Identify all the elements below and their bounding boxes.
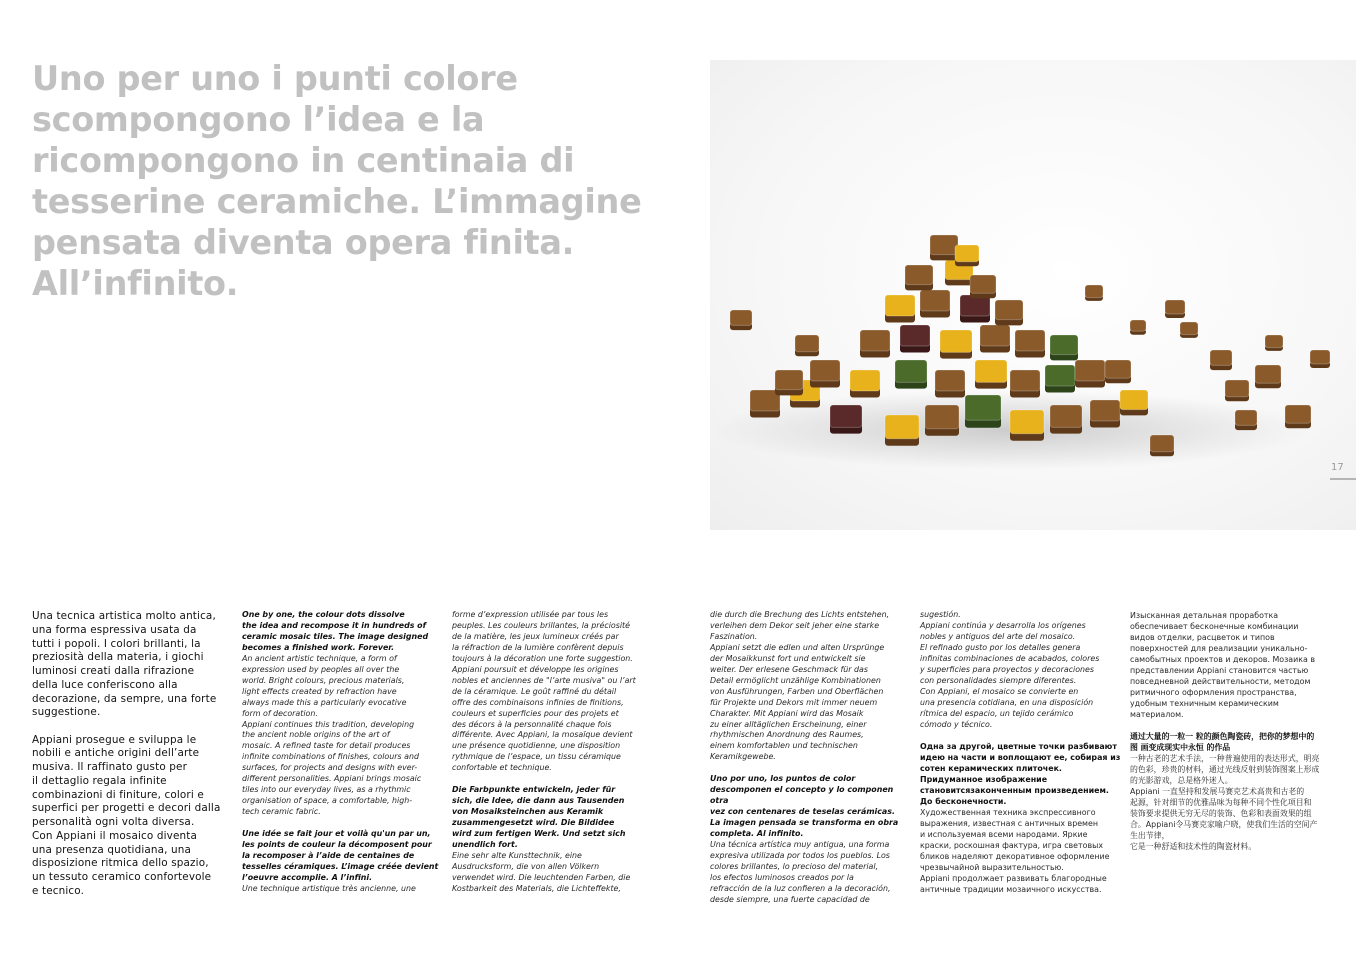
tile-top [905,265,933,285]
tile-top [885,415,919,439]
tile-top [1090,400,1120,421]
tile-top [850,370,880,391]
tile-top [920,290,950,311]
tile-top [1075,360,1105,381]
tile-top [965,395,1001,420]
tile-top [1150,435,1174,452]
french-title: Une idée se fait jour et voilà qu'un par un, les points de couleur la décomposent pour la recomposer à l’aide de centaines de tesselles céramiques. L’image créée devient l’oeuvre accomplie. A l’infini. [242,829,439,882]
tile-top [970,275,996,293]
english-body: An ancient artistic technique, a form of expression used by peoples all over the world. Bright colours, precious materials, light effects created by refraction have always made this a particularly evocative form of decoration. Appiani continues this tradition, developing the ancient noble origins of the art of mosaic. A refined taste for detail produces infinite combinations of finishes, colours and surfaces, for projects and designs with ever- different personalities. Appiani brings mosaic tiles into our everyday lives, as a rhythmic organisation of space, a comfortable, high- tech ceramic fabric. [242,653,422,817]
russian-body-continued: Изысканная детальная проработка обеспечивает бесконечные комбинации видов отделки, расцветок и типов поверхностей для реализации уникально- самобытных проектов и декоров. Мозаика в представлении Appiani становится частью повседневной действительности, методом ритмичного оформления пространства, удобным техничным керамическим материалом. [1130,611,1316,719]
tile-top [940,330,972,352]
tile-top [795,335,819,352]
tile-top [1180,322,1198,335]
mosaic-tiles-illustration [710,60,1356,530]
russian-body: Художественная техника экспрессивного выражения, известная с античных времен и используемая всеми народами. Яркие краски, роскошная фактура, игра световых бликов наделяют декоративное оформление чрезвычайной выразительностью. Appiani продолжает развивать благородные античные традиции мозаичного искусства. [920,808,1110,894]
italian-column [32,610,232,899]
german-column [710,610,910,906]
tile-top [810,360,840,381]
german-title: Die Farbpunkte entwickeln, jeder für sich, die Idee, die dann aus Tausenden von Mosaiksteinchen aus Keramik zusammengesetzt wird. Die Bildidee wird zum fertigen Werk. Und setzt sich unendlich fort. [452,785,626,850]
tile-top [1105,360,1131,378]
spanish-body: Una técnica artística muy antigua, una forma expresiva utilizada por todos los pueblos. Los colores brillantes, lo precioso del material, los efectos luminosos creados por la refracción de la luz confieren a la decoración, desde siempre, una fuerte capacidad de [710,840,891,904]
tile-top [1235,410,1257,425]
english-title: One by one, the colour dots dissolve the idea and recompose it in hundreds of ceramic mosaic tiles. The image designed becomes a finished work. Forever. [242,610,429,652]
tile-top [1050,335,1078,355]
tile-top [775,370,803,390]
tile-top [860,330,890,351]
tile-top [900,325,930,346]
tile-top [1010,370,1040,391]
spanish-title: Uno por uno, los puntos de color descomponen el concepto y lo componen otra vez con centenares de teselas cerámicas. La imagen pensada se transforma en obra completa. Al infinito. [710,774,899,839]
tile-top [830,405,862,427]
tile-top [1255,365,1281,383]
headline-line: tesserine ceramiche. L’immagine [32,182,642,221]
headline [32,58,642,304]
tile-top [1045,365,1075,386]
tile-top [1225,380,1249,397]
tile-top [730,310,752,325]
russian-column [920,741,1125,895]
tile-top [885,295,915,316]
german-body: Eine sehr alte Kunsttechnik, eine Ausdrucksform, die von allen Völkern verwendet wird. Die leuchtenden Farben, die Kostbarkeit des Materials, die Lichteffekte, [452,851,631,893]
tile-top [955,245,979,262]
tile-top [1130,320,1146,331]
tile-top [1285,405,1311,423]
headline-line: pensata diventa opera finita. [32,223,575,262]
english-column [242,610,442,895]
spanish-body-continued: sugestión. Appiani continúa y desarrolla los orígenes nobles y antiguos del arte del mosaico. El refinado gusto por los detalles genera infinitas combinaciones de acabados, colores y superficies para proyectos y decoraciones con personalidades siempre diferentes. Con Appiani, el mosaico se convierte en una presencia cotidiana, en una disposición rítmica del espacio, un tejido cerámico cómodo y técnico. [920,610,1100,729]
italian-paragraph-2: Appiani prosegue e sviluppa le nobili e antiche origini dell’arte musiva. Il raffinato gusto per il dettaglio regala infinite combinazioni di finiture, colori e superfici per progetti e decori dalla personalità ogni volta diversa. Con Appiani il mosaico diventa una presenza quotidiana, una disposizione ritmica dello spazio, un tessuto ceramico confortevole e tecnico. [32,733,221,897]
german-body-continued: die durch die Brechung des Lichts entstehen, verleihen dem Dekor seit jeher eine starke Faszination. Appiani setzt die edlen und alten Ursprünge der Mosaikkunst fort und entwickelt sie weiter. Der erlesene Geschmack für das Detail ermöglicht unzählige Kombinationen von Ausführungen, Farben und Oberflächen für Projekte und Dekors mit immer neuem Charakter. Mit Appiani wird das Mosaik zu einer alltäglichen Erscheinung, einer rhythmischen Anordnung des Raumes, einem komfortablen und technischen Keramikgewebe. [710,610,890,762]
headline-line: All’infinito. [32,264,239,303]
tile-top [1265,335,1283,348]
tile-top [930,235,958,255]
tile-top [1310,350,1330,364]
mosaic-tiles-photo [710,60,1356,530]
french-body: Une technique artistique très ancienne, une [242,883,416,893]
headline-line: scompongono l’idea e la [32,100,485,139]
spanish-column [920,610,1120,730]
tile-top [1120,390,1148,410]
page-rule [1330,478,1356,480]
tile-top [895,360,927,382]
headline-line: ricompongono in centinaia di [32,141,575,180]
italian-paragraph-1: Una tecnica artistica molto antica, una forma espressiva usata da tutti i popoli. I colori brillanti, la preziosità della materia, i giochi luminosi creati dalla rifrazione della luce conferiscono alla decorazione, da sempre, una forte suggestione. [32,610,217,719]
page-number: 17 [1331,462,1344,473]
tile-top [925,405,959,429]
chinese-body: 一种古老的艺术手法，一种普遍使用的表达形式，明亮 的色彩，珍贵的材料，通过光线反射到装饰图案上形成 的光影游戏，总是格外迷人。 Appiani 一直坚持和发展马赛克艺术高贵和古老的 起源，针对细节的优雅品味为每种不同个性化项目和 装饰要求提供无穷无尽的装饰、色彩和表面效果的组 合。Appiani令马赛克家喻户晓，使我们生活的空间产 生出节律， 它是一种舒适和技术性的陶瓷材料。 [1130,754,1320,851]
tile-top [1165,300,1185,314]
french-column [452,610,652,895]
russian-chinese-column [1130,610,1330,852]
french-body-continued: forme d’expression utilisée par tous les peuples. Les couleurs brillantes, la préciosité de la matière, les jeux lumineux créés par la réfraction de la lumière confèrent depuis toujours à la décoration une forte suggestion. Appiani poursuit et développe les origines nobles et anciennes de "l’arte musiva" ou l’art de la céramique. Le goût raffiné du détail offre des combinaisons infinies de finitions, couleurs et superficies pour des projets et des décors à la personnalité chaque fois différente. Avec Appiani, la mosaïque devient une présence quotidienne, une disposition rythmique de l’espace, un tissu céramique confortable et technique. [452,610,636,773]
tile-top [1085,285,1103,298]
tile-top [980,325,1010,346]
tile-top [995,300,1023,320]
tile-top [1010,410,1044,434]
tile-top [975,360,1007,382]
headline-line: Uno per uno i punti colore [32,59,518,98]
russian-title: Одна за другой, цветные точки разбивают идею на части и воплощают ее, собирая из сотен керамических плиточек. Придуманное изображение становитсязаконченным произведением. До бесконечности. [920,742,1121,806]
tile-top [1050,405,1082,427]
tile-top [1015,330,1045,351]
tile-top [935,370,965,391]
chinese-title: 通过大量的一粒一 粒的颜色陶瓷砖，把你的梦想中的 图 画变成现实中永恒 的作品 [1130,732,1315,752]
tile-top [1210,350,1232,365]
